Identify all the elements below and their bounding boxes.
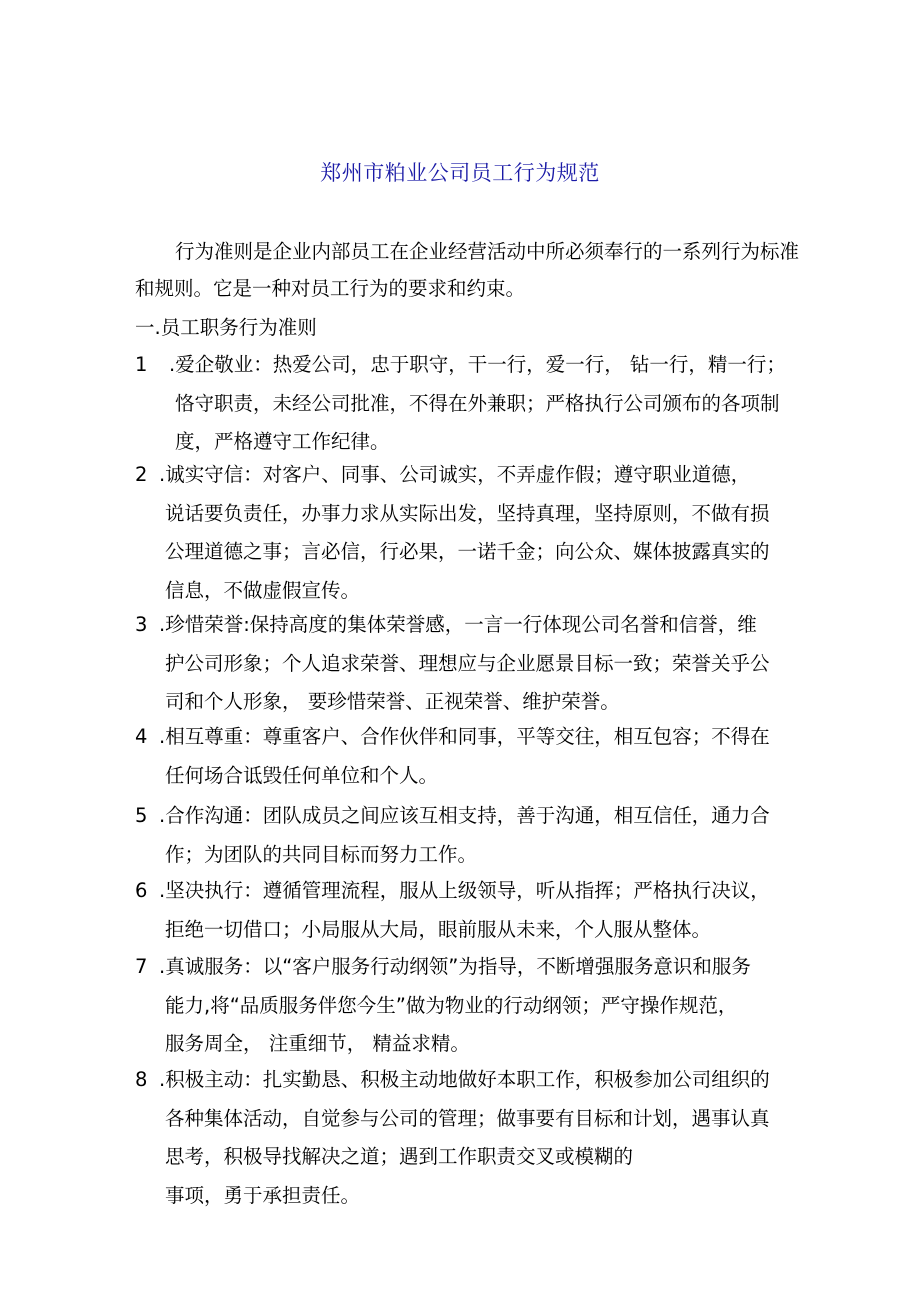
item-line: 护公司形象；个人追求荣誉、理想应与企业愿景目标一致；荣誉关乎公: [165, 651, 770, 675]
item-line: 公理道德之事；言必信，行必果，一诺千金；向公众、媒体披露真实的: [165, 540, 770, 563]
item-line: 作；为团队的共同目标而努力工作。: [165, 842, 478, 866]
item-line: 司和个人形象， 要珍惜荣誉、正视荣誉、维护荣誉。: [165, 690, 620, 713]
item-line: 信息，不做虚假宣传。: [165, 578, 361, 602]
list-item: [135, 872, 805, 949]
item-line: 说话要负责任，办事力求从实际出发，坚持真理，坚持原则，不做有损: [165, 501, 770, 525]
item-line: .合作沟通：团队成员之间应该互相支持，善于沟通，相互信任，通力合: [159, 804, 770, 827]
item-line: 恪守职责，未经公司批准，不得在外兼职；严格执行公司颁布的各项制: [175, 391, 780, 415]
item-number: 1: [135, 353, 148, 376]
item-number: 7: [135, 955, 148, 978]
section-heading: 一.员工职务行为准则: [135, 316, 317, 339]
item-line: .诚实守信：对客户、同事、公司诚实，不弄虚作假；遵守职业道德，: [159, 463, 751, 486]
item-line: 思考，积极导找解决之道；遇到工作职责交叉或模糊的: [165, 1145, 634, 1168]
list-item: [135, 718, 805, 795]
item-number: 6: [135, 879, 148, 902]
list-item: [135, 606, 805, 722]
item-line: 服务周全， 注重细节， 精益求精。: [165, 1032, 470, 1055]
list-item: [135, 456, 805, 610]
document-title: 郑州市粕业公司员工行为规范: [320, 161, 600, 185]
item-line: 度，严格遵守工作纪律。: [175, 430, 390, 453]
item-line: .积极主动：扎实勤恳、积极主动地做好本职工作，积极参加公司组织的: [159, 1068, 770, 1091]
item-number: 2: [135, 463, 148, 486]
item-line: 事项，勇于承担责任。: [165, 1183, 361, 1207]
item-line: .相互尊重：尊重客户、合作伙伴和同事，平等交往，相互包容；不得在: [159, 725, 770, 748]
item-line: 各种集体活动，自觉参与公司的管理；做事要有目标和计划，遇事认真: [165, 1106, 770, 1130]
item-line: .真诚服务：以“客户服务行动纲领”为指导，不断增强服务意识和服务: [159, 955, 751, 978]
intro-paragraph: 行为准则是企业内部员工在企业经营活动中所必须奉行的一系列行为标准和规则。它是一种对员工行为的要求和约束。: [135, 240, 800, 300]
list-item: [135, 1061, 805, 1215]
list-item: [135, 797, 805, 874]
item-line: .珍惜荣誉:保持高度的集体荣誉感，一言一行体现公司名誉和信誉，维: [159, 613, 757, 636]
item-line: 拒绝一切借口；小局服从大局，眼前服从未来，个人服从整体。: [165, 917, 712, 941]
item-number: 3: [135, 613, 148, 636]
item-line: 能力,将“品质服务伴您今生”做为物业的行动纲领；严守操作规范，: [165, 993, 738, 1017]
item-line: .坚决执行：遵循管理流程，服从上级领导，听从指挥；严格执行决议，: [159, 879, 770, 902]
item-number: 5: [135, 804, 148, 827]
item-number: 4: [135, 725, 148, 748]
list-item: [135, 948, 805, 1064]
item-number: 8: [135, 1068, 148, 1091]
list-item: [135, 346, 805, 462]
item-line: .爱企敬业：热爱公司，忠于职守，干一行，爱一行， 钻一行，精一行；: [169, 353, 786, 376]
item-line: 任何场合诋毁任何单位和个人。: [165, 763, 439, 787]
